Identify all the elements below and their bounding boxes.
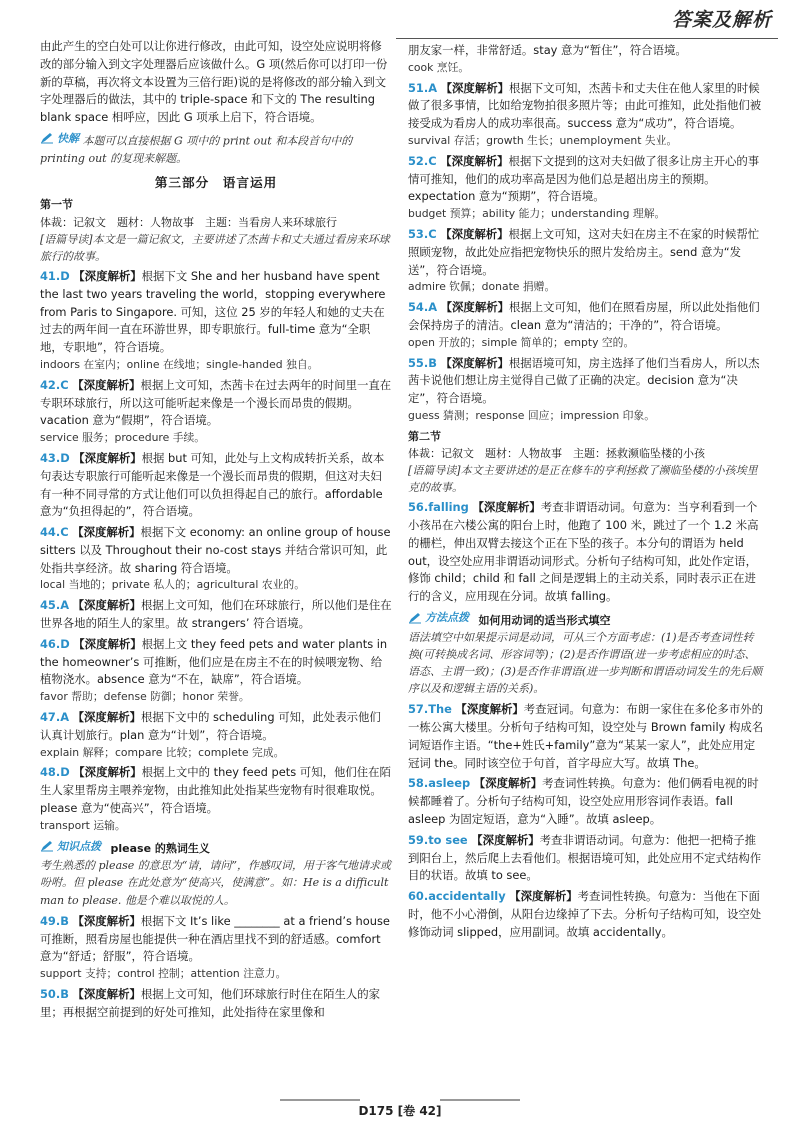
quick-tip-label: 快解 <box>40 130 79 147</box>
method-tip-label: 方法点拨 <box>408 609 469 626</box>
pen-icon <box>40 840 54 852</box>
vocab-47: explain 解释；compare 比较；complete 完成。 <box>40 745 285 759</box>
knowledge-tip-label: 知识点拨 <box>40 838 101 855</box>
pen-icon <box>408 612 422 624</box>
left-column <box>40 38 392 1022</box>
section-1-meta: 体裁：记叙文 题材：人物故事 主题：当看房人来环球旅行 <box>40 215 337 229</box>
vocab-51: survival 存活；growth 生长；unemployment 失业。 <box>408 133 678 147</box>
page-header-title: 答案及解析 <box>671 9 772 31</box>
right-column <box>408 42 764 945</box>
answer-41: 41.D 【深度解析】根据下文 She and her husband have spent the last two years traveling the world，stopping everywhere from Paris to Singapore. 可知，这位 25 岁的年轻人和她的丈夫在过去的两年间一直在环游世界，即专职旅行。full-time 意为“全职地，专职地”，符合语境。 <box>40 269 386 355</box>
knowledge-tip <box>40 838 392 909</box>
answer-48: 48.D 【深度解析】根据上文中的 they feed pets 可知，他们住在陌生人家里帮房主喂养宠物，由此推知此处指某些宠物有时很难取悦。please 意为“使高兴”，符合语境。 <box>40 765 391 815</box>
section-1-heading: 第一节 <box>40 198 73 212</box>
answer-60: 60.accidentally 【深度解析】考查词性转换。句意为：当他在下面时，他不小心滑倒，从阳台边缘掉了下去。分析句子结构可知，设空处修饰动词 slipped，应用副词。故填 accidentally。 <box>408 889 762 939</box>
vocab-42: service 服务；procedure 手续。 <box>40 431 206 445</box>
knowledge-tip-body: 考生熟悉的 please 的意思为“请，请问”，作感叹词，用于客气地请求或吩咐。但 please 在此处意为“使高兴，使满意”。如：He is a difficult man to please. 他是个难以取悦的人。 <box>40 859 392 907</box>
vocab-48: transport 运输。 <box>40 818 126 832</box>
answer-43: 43.D 【深度解析】根据 but 可知，此处与上文构成转折关系，故本句表达专职旅行可能听起来像是一个漫长而昂贵的假期，但这对夫妇有一种不同寻常的方式让他们可以负担得起自己的旅行。affordable 意为“负担得起的”，符合语境。 <box>40 450 385 519</box>
answer-50: 50.B 【深度解析】根据上文可知，他们环球旅行时住在陌生人的家里；再根据空前提到的好处可推知，此处指待在家里像和 <box>40 986 381 1019</box>
section-2-guide: [语篇导读]本文主要讲述的是正在修车的亨利拯救了濒临坠楼的小孩埃里克的故事。 <box>408 464 758 495</box>
answer-54: 54.A 【深度解析】根据上文可知，他们在照看房屋，所以此处指他们会保持房子的清洁。clean 意为“清洁的；干净的”，符合语境。 <box>408 300 760 332</box>
answer-52: 52.C 【深度解析】根据下文提到的这对夫妇做了很多让房主开心的事情可推知，他们的成功率高是因为他们总是超出房主的预期。expectation 意为“预期”，符合语境。 <box>408 153 760 204</box>
answer-45: 45.A 【深度解析】根据上文可知，他们在环球旅行，所以他们是住在世界各地的陌生人的家里。故 strangers’ 符合语境。 <box>40 598 392 631</box>
answer-55: 55.B 【深度解析】根据语境可知，房主选择了他们当看房人，所以杰茜卡说他们想让房主觉得自己做了正确的决定。decision 意为“决定”，符合语境。 <box>408 355 760 406</box>
vocab-53: admire 钦佩；donate 捐赠。 <box>408 280 556 294</box>
section-1-guide: [语篇导读]本文是一篇记叙文，主要讲述了杰茜卡和丈夫通过看房来环球旅行的故事。 <box>40 232 390 263</box>
quick-tip-body: 本题可以直接根据 G 项中的 print out 和本段首句中的 printing out 的复现来解题。 <box>40 134 353 165</box>
vocab-46: favor 帮助；defense 防御；honor 荣誉。 <box>40 690 250 704</box>
answer-47: 47.A 【深度解析】根据下文中的 scheduling 可知，此处表示他们认真计划旅行。plan 意为“计划”，符合语境。 <box>40 710 381 742</box>
answer-51: 51.A 【深度解析】根据下文可知，杰茜卡和丈夫住在他人家里的时候做了很多事情，比如给宠物拍很多照片等；由此可推知，此处指他们被接受成为看房人的成功率很高。success 意为“成功”，符合语境。 <box>408 80 762 131</box>
knowledge-tip-title: please 的熟词生义 <box>110 842 210 856</box>
answer-46: 46.D 【深度解析】根据上文 they feed pets and water plants in the homeowner’s 可推断，他们应是在房主不在的时候喂宠物、给植物浇水。absence 意为“不在，缺席”，符合语境。 <box>40 636 388 687</box>
section-title: 第三部分 语言运用 <box>154 174 278 190</box>
vocab-52: budget 预算；ability 能力；understanding 理解。 <box>408 207 666 221</box>
quick-tip <box>40 130 392 167</box>
vocab-44: local 当地的；private 私人的；agricultural 农业的。 <box>40 578 306 592</box>
vocab-54: open 开放的；simple 简单的；empty 空的。 <box>408 335 635 349</box>
answer-53: 53.C 【深度解析】根据上文可知，这对夫妇在房主不在家的时候帮忙照顾宠物，故此处应指把宠物快乐的照片发给房主。send 意为“发送”，符合语境。 <box>408 226 760 277</box>
answer-59: 59.to see 【深度解析】考查非谓语动词。句意为：他把一把椅子推到阳台上，然后爬上去看他们。根据语境可知，此处应用不定式结构作目的状语。故填 to see。 <box>408 832 762 883</box>
footer-rule-right <box>440 1099 520 1101</box>
page-number: D175 [卷 42] <box>358 1104 442 1118</box>
answer-50-continued: 朋友家一样，非常舒适。stay 意为“暂住”，符合语境。 <box>408 43 687 57</box>
answer-49: 49.B 【深度解析】根据下文 It’s like ________ at a friend’s house 可推断，照看房屋也能提供一种在酒店里找不到的舒适感。comfort 意为“舒适；舒服”，符合语境。 <box>40 913 390 964</box>
answer-57: 57.The 【深度解析】考查冠词。句意为：布朗一家住在多伦多市外的一栋公寓大楼里。分析句子结构可知，设空处与 Brown family 构成名词短语作主语。“the+姓氏+family”意为“某某一家人”，此处应用定冠词 the。同时该空位于句首，首字母应大写。故填 The。 <box>408 702 764 770</box>
answer-58: 58.asleep 【深度解析】考查词性转换。句意为：他们俩看电视的时候都睡着了。分析句子结构可知，设空处应用形容词作表语。fall asleep 为固定短语，意为“入睡”。故填 asleep。 <box>408 776 759 827</box>
section-2-meta: 体裁：记叙文 题材：人物故事 主题：拯救濒临坠楼的小孩 <box>408 446 705 460</box>
section-2-heading: 第二节 <box>408 429 441 443</box>
vocab-55: guess 猜测；response 回应；impression 印象。 <box>408 408 656 422</box>
intro-paragraph: 由此产生的空白处可以让你进行修改，由此可知，设空处应说明将修改的部分输入到文字处理器后应该做什么。G 项(然后你可以打印一份新的草稿，再次将文本设置为三倍行距)说的是将修改的部分输入到文字处理器后的做法，其中的 triple-space 和下文的 The resulting blank space 相呼应，因此 G 项承上启下，符合语境。 <box>40 39 388 125</box>
answer-44: 44.C 【深度解析】根据下文 economy: an online group of house sitters 以及 Throughout their no-cost stays 并结合常识可知，此处指共享经济。故 sharing 符合语境。 <box>40 525 391 575</box>
vocab-41: indoors 在室内；online 在线地；single-handed 独自。 <box>40 357 319 371</box>
method-tip <box>408 609 764 697</box>
answer-42: 42.C 【深度解析】根据上文可知，杰茜卡在过去两年的时间里一直在专职环球旅行，所以这可能听起来像是一个漫长而昂贵的假期。vacation 意为“假期”，符合语境。 <box>40 377 392 428</box>
answer-56: 56.falling 【深度解析】考查非谓语动词。句意为：当亨利看到一个小孩吊在六楼公寓的阳台上时，他跑了 100 米，跳过了一个 1.2 米高的栅栏，伸出双臂去接这个正在下坠的孩子。本分句的谓语为 held out，设空处应用非谓语动词形式。分析句子结构可知，此处作定语，修饰 child；child 和 fall 之间是逻辑上的主动关系，同时表示正在进行的含义，应用现在分词。故填 falling。 <box>408 500 759 604</box>
method-tip-title: 如何用动词的适当形式填空 <box>478 613 611 627</box>
footer-rule-left <box>280 1099 360 1101</box>
vocab-50: cook 烹饪。 <box>408 60 470 74</box>
vocab-49: support 支持；control 控制；attention 注意力。 <box>40 967 287 981</box>
pen-icon <box>40 132 54 144</box>
header-divider <box>396 38 778 39</box>
method-tip-body: 语法填空中如果提示词是动词，可从三个方面考虑：(1)是否考查词性转换(可转换成名词、形容词等)；(2)是否作谓语(进一步考虑相应的时态、语态、主谓一致)；(3)是否作非谓语(进一步判断和谓语动词发生的先后顺序以及和逻辑主语的关系)。 <box>408 630 763 696</box>
